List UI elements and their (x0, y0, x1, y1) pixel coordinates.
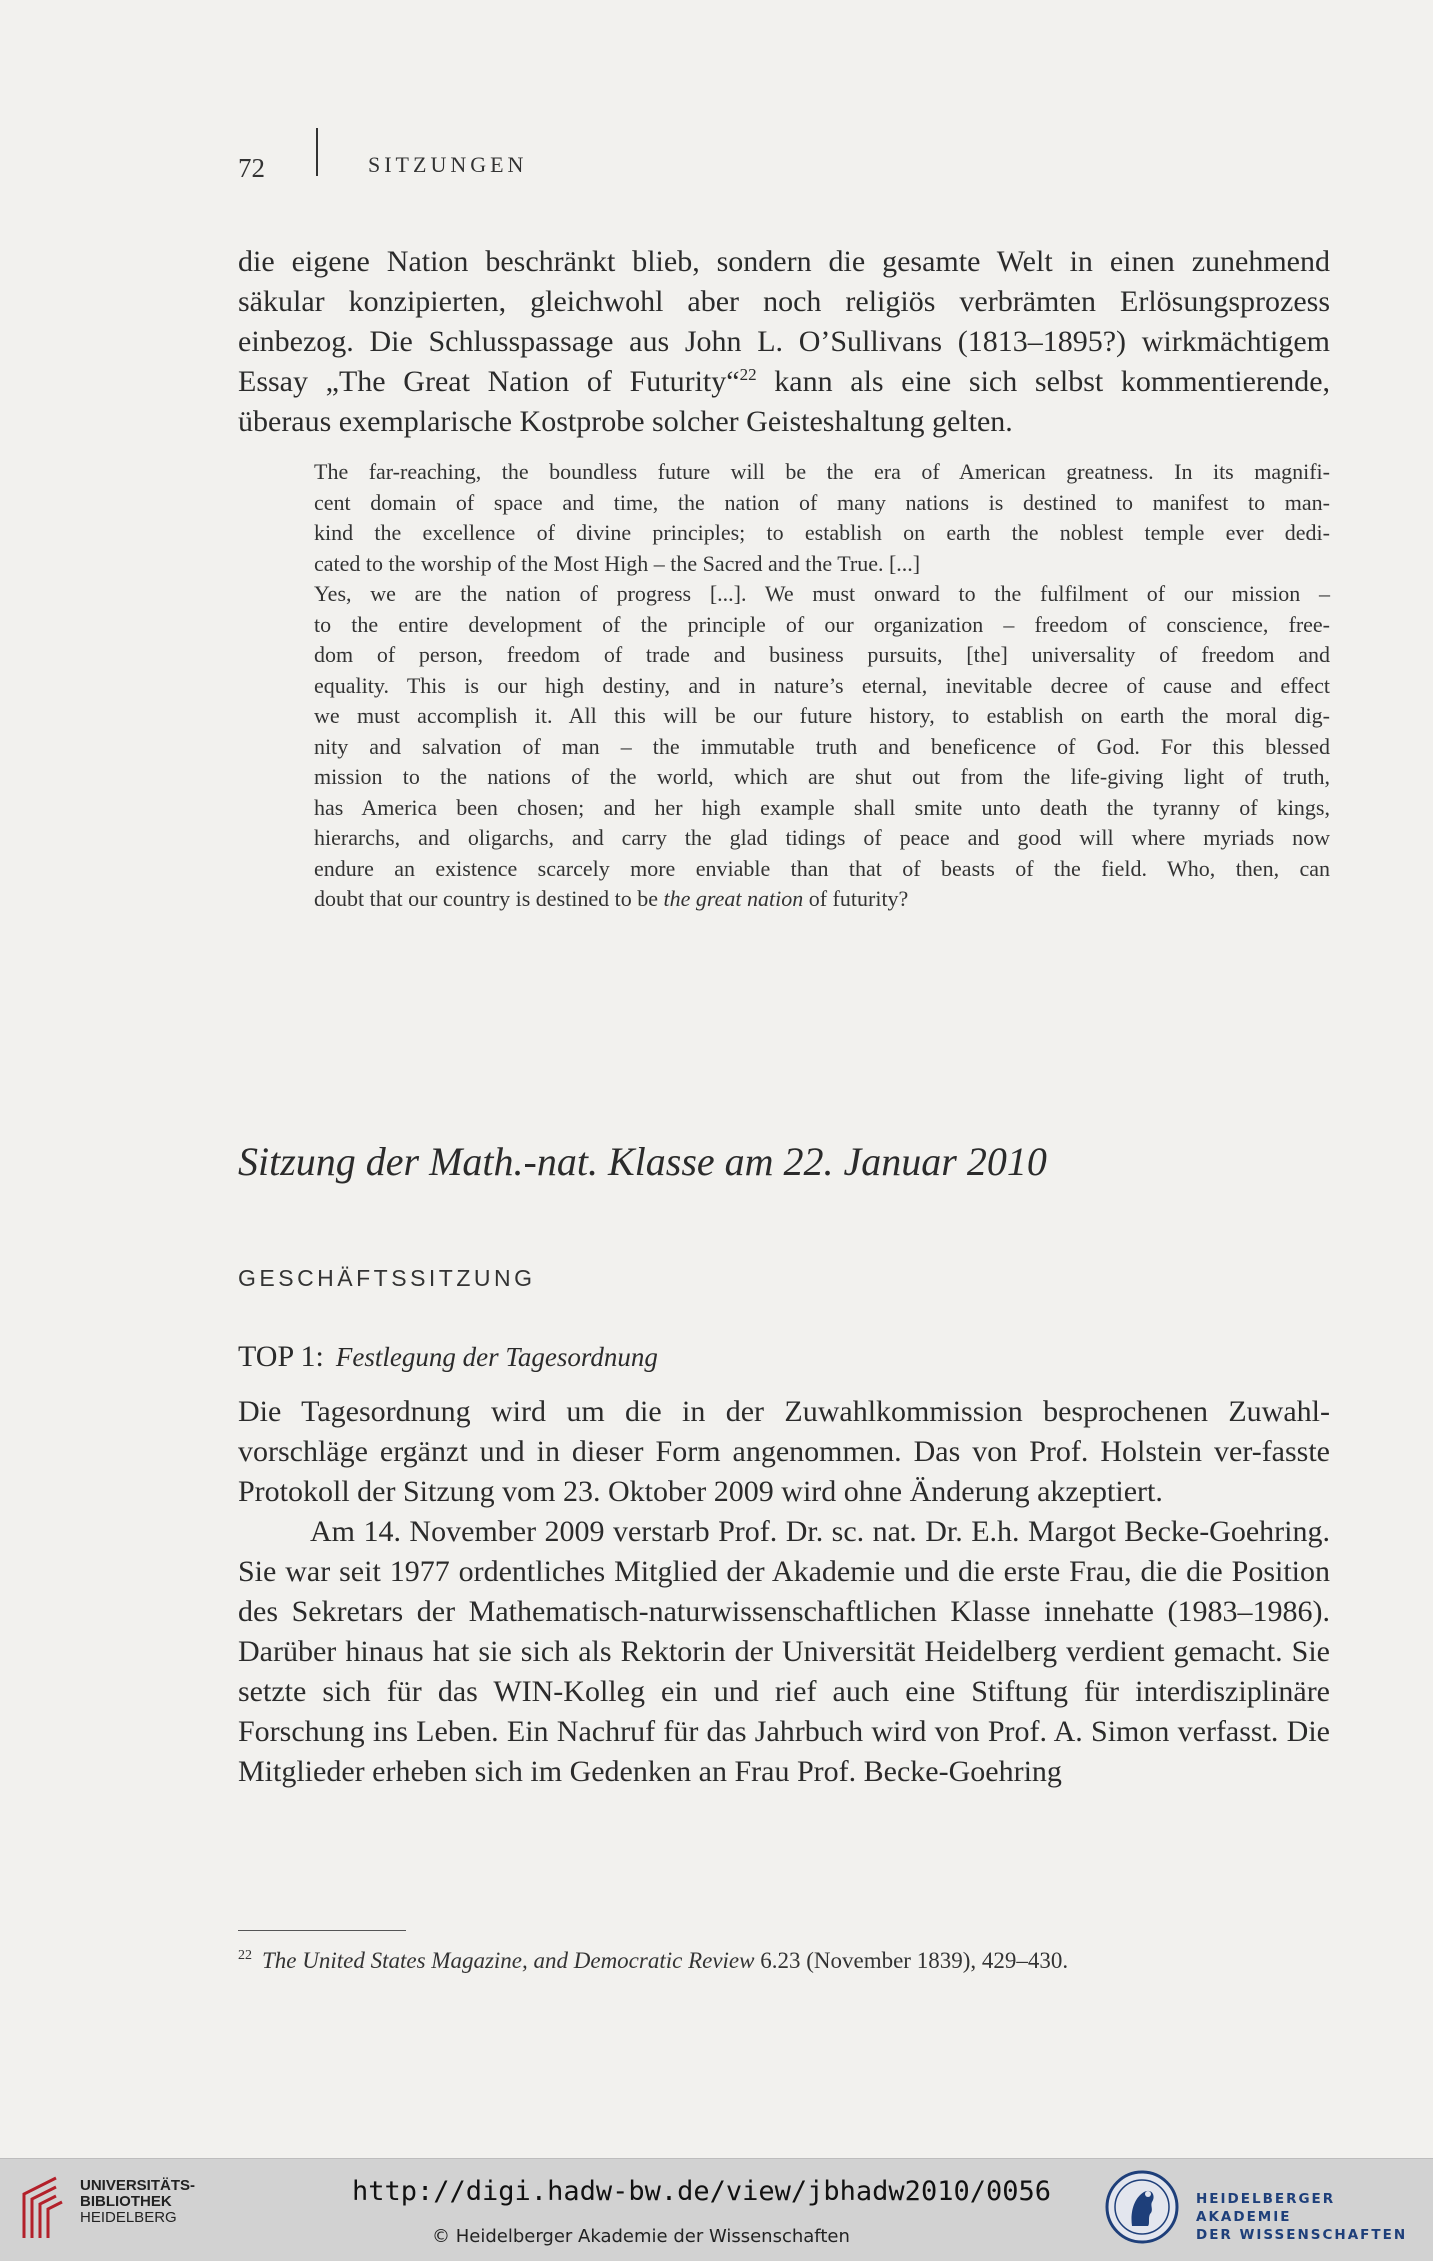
agenda-body (238, 1392, 1330, 1792)
intro-line-with-footnote (238, 362, 1330, 402)
page-number: 72 (238, 152, 265, 183)
quote-line: cent domain of space and time, the nation of many nations is destined to manifest to man- (314, 489, 1330, 515)
quote-emphasis: the great nation (663, 886, 804, 911)
body-paragraph: Die Tagesordnung wird um die in der Zuwahlkommission besprochenen Zuwahl-vorschläge ergänzt und in dieser Form angenommen. Das von Prof. Holstein ver-fasste Protokoll der Sitzung vom 23. Oktober 2009 wird ohne Änderung akzeptiert. (238, 1395, 1330, 1508)
quote-line: hierarchs, and oligarchs, and carry the glad tidings of peace and good will where myriads now (314, 825, 1330, 850)
block-quote (314, 457, 1330, 915)
quote-line: to the entire development of the principle of our organization – freedom of conscience, free- (314, 611, 1330, 637)
copyright-notice: © Heidelberger Akademie der Wissenschaften (432, 2226, 850, 2247)
academy-name (1196, 2190, 1433, 2244)
footnote-reference[interactable]: 22 (739, 365, 757, 384)
quote-line: kind the excellence of divine principles; to establish on earth the noblest temple ever dedi- (314, 520, 1330, 545)
footnote-divider (238, 1930, 406, 1931)
footnote-citation: 6.23 (November 1839), 429–430. (754, 1948, 1069, 1973)
academy-seal-icon[interactable] (1104, 2168, 1180, 2246)
permalink-url[interactable]: http://digi.hadw-bw.de/view/jbhadw2010/0056 (352, 2176, 1051, 2207)
agenda-title: Festlegung der Tagesordnung (335, 1342, 658, 1372)
running-title: SITZUNGEN (368, 152, 528, 177)
quote-line: we must accomplish it. All this will be our future history, to establish on earth the moral dig- (314, 703, 1330, 728)
intro-line: überaus exemplarische Kostprobe solcher Geisteshaltung gelten. (238, 405, 1013, 438)
library-name-line: HEIDELBERG (80, 2209, 177, 2226)
quote-line: nity and salvation of man – the immutable truth and beneficence of God. For this blessed (314, 733, 1330, 759)
quote-line: endure an existence scarcely more enviable than that of beasts of the field. Who, then, can (314, 855, 1330, 881)
quote-line: equality. This is our high destiny, and in nature’s eternal, inevitable decree of cause and effect (314, 672, 1330, 698)
section-subheading: GESCHÄFTSSITZUNG (238, 1265, 536, 1291)
quote-line: mission to the nations of the world, which are shut out from the life-giving light of truth, (314, 764, 1330, 789)
academy-name-line: HEIDELBERGER AKADEMIE (1196, 2191, 1336, 2225)
intro-line: säkular konzipierten, gleichwohl aber noch religiös verbrämten Erlösungsprozess (238, 285, 1330, 318)
agenda-label: TOP 1: (238, 1340, 324, 1373)
academy-name-line: DER WISSENSCHAFTEN (1196, 2227, 1408, 2243)
quote-line: dom of person, freedom of trade and business pursuits, [the] universality of freedom and (314, 642, 1330, 667)
footnote (238, 1948, 1068, 1974)
library-name-line: UNIVERSITÄTS- (80, 2177, 196, 2194)
university-library-name (80, 2178, 195, 2226)
university-library-logo-icon[interactable] (16, 2172, 72, 2242)
quote-line: The far-reaching, the boundless future will be the era of American greatness. In its magnifi- (314, 459, 1330, 484)
quote-line: has America been chosen; and her high example shall smite unto death the tyranny of kings, (314, 794, 1330, 820)
quote-line: cated to the worship of the Most High – the Sacred and the True. [...] (314, 550, 921, 576)
body-paragraph: Am 14. November 2009 verstarb Prof. Dr. sc. nat. Dr. E.h. Margot Becke-Goehring. Sie war seit 1977 ordentliches Mitglied der Akademie und die erste Frau, die die Position des Sekretars der Mathematisch-naturwissenschaftlichen Klasse innehatte (1983–1986). Darüber hinaus hat sie sich als Rektorin der Universität Heidelberg verdient gemacht. Sie setzte sich für das WIN-Kolleg ein und rief auch eine Stiftung für interdisziplinäre Forschung ins Leben. Ein Nachruf für das Jahrbuch wird von Prof. A. Simon verfasst. Die Mitglieder erheben sich im Gedenken an Frau Prof. Becke-Goehring (238, 1515, 1330, 1788)
quote-text: doubt that our country is destined to be (314, 886, 664, 911)
library-name-line: BIBLIOTHEK (80, 2193, 172, 2210)
intro-line: die eigene Nation beschränkt blieb, sondern die gesamte Welt in einen zunehmend (238, 245, 1330, 278)
agenda-item (238, 1340, 658, 1374)
section-title: Sitzung der Math.-nat. Klasse am 22. Januar 2010 (238, 1139, 1047, 1184)
quote-text: of futurity? (803, 886, 909, 911)
header-divider (316, 128, 318, 176)
intro-line: einbezog. Die Schlusspassage aus John L. O’Sullivans (1813–1895?) wirkmächtigem (238, 325, 1330, 358)
intro-line-part: kann als eine sich selbst kommentierende, (756, 365, 1331, 398)
quote-line: Yes, we are the nation of progress [...]. We must onward to the fulfilment of our mission – (314, 581, 1330, 606)
intro-line-part: Essay „The Great Nation of Futurity“ (238, 365, 740, 398)
footnote-source-title: The United States Magazine, and Democratic Review (262, 1948, 755, 1973)
footnote-mark: 22 (238, 1948, 252, 1964)
intro-paragraph (238, 242, 1330, 442)
quote-last-line (314, 884, 1330, 915)
